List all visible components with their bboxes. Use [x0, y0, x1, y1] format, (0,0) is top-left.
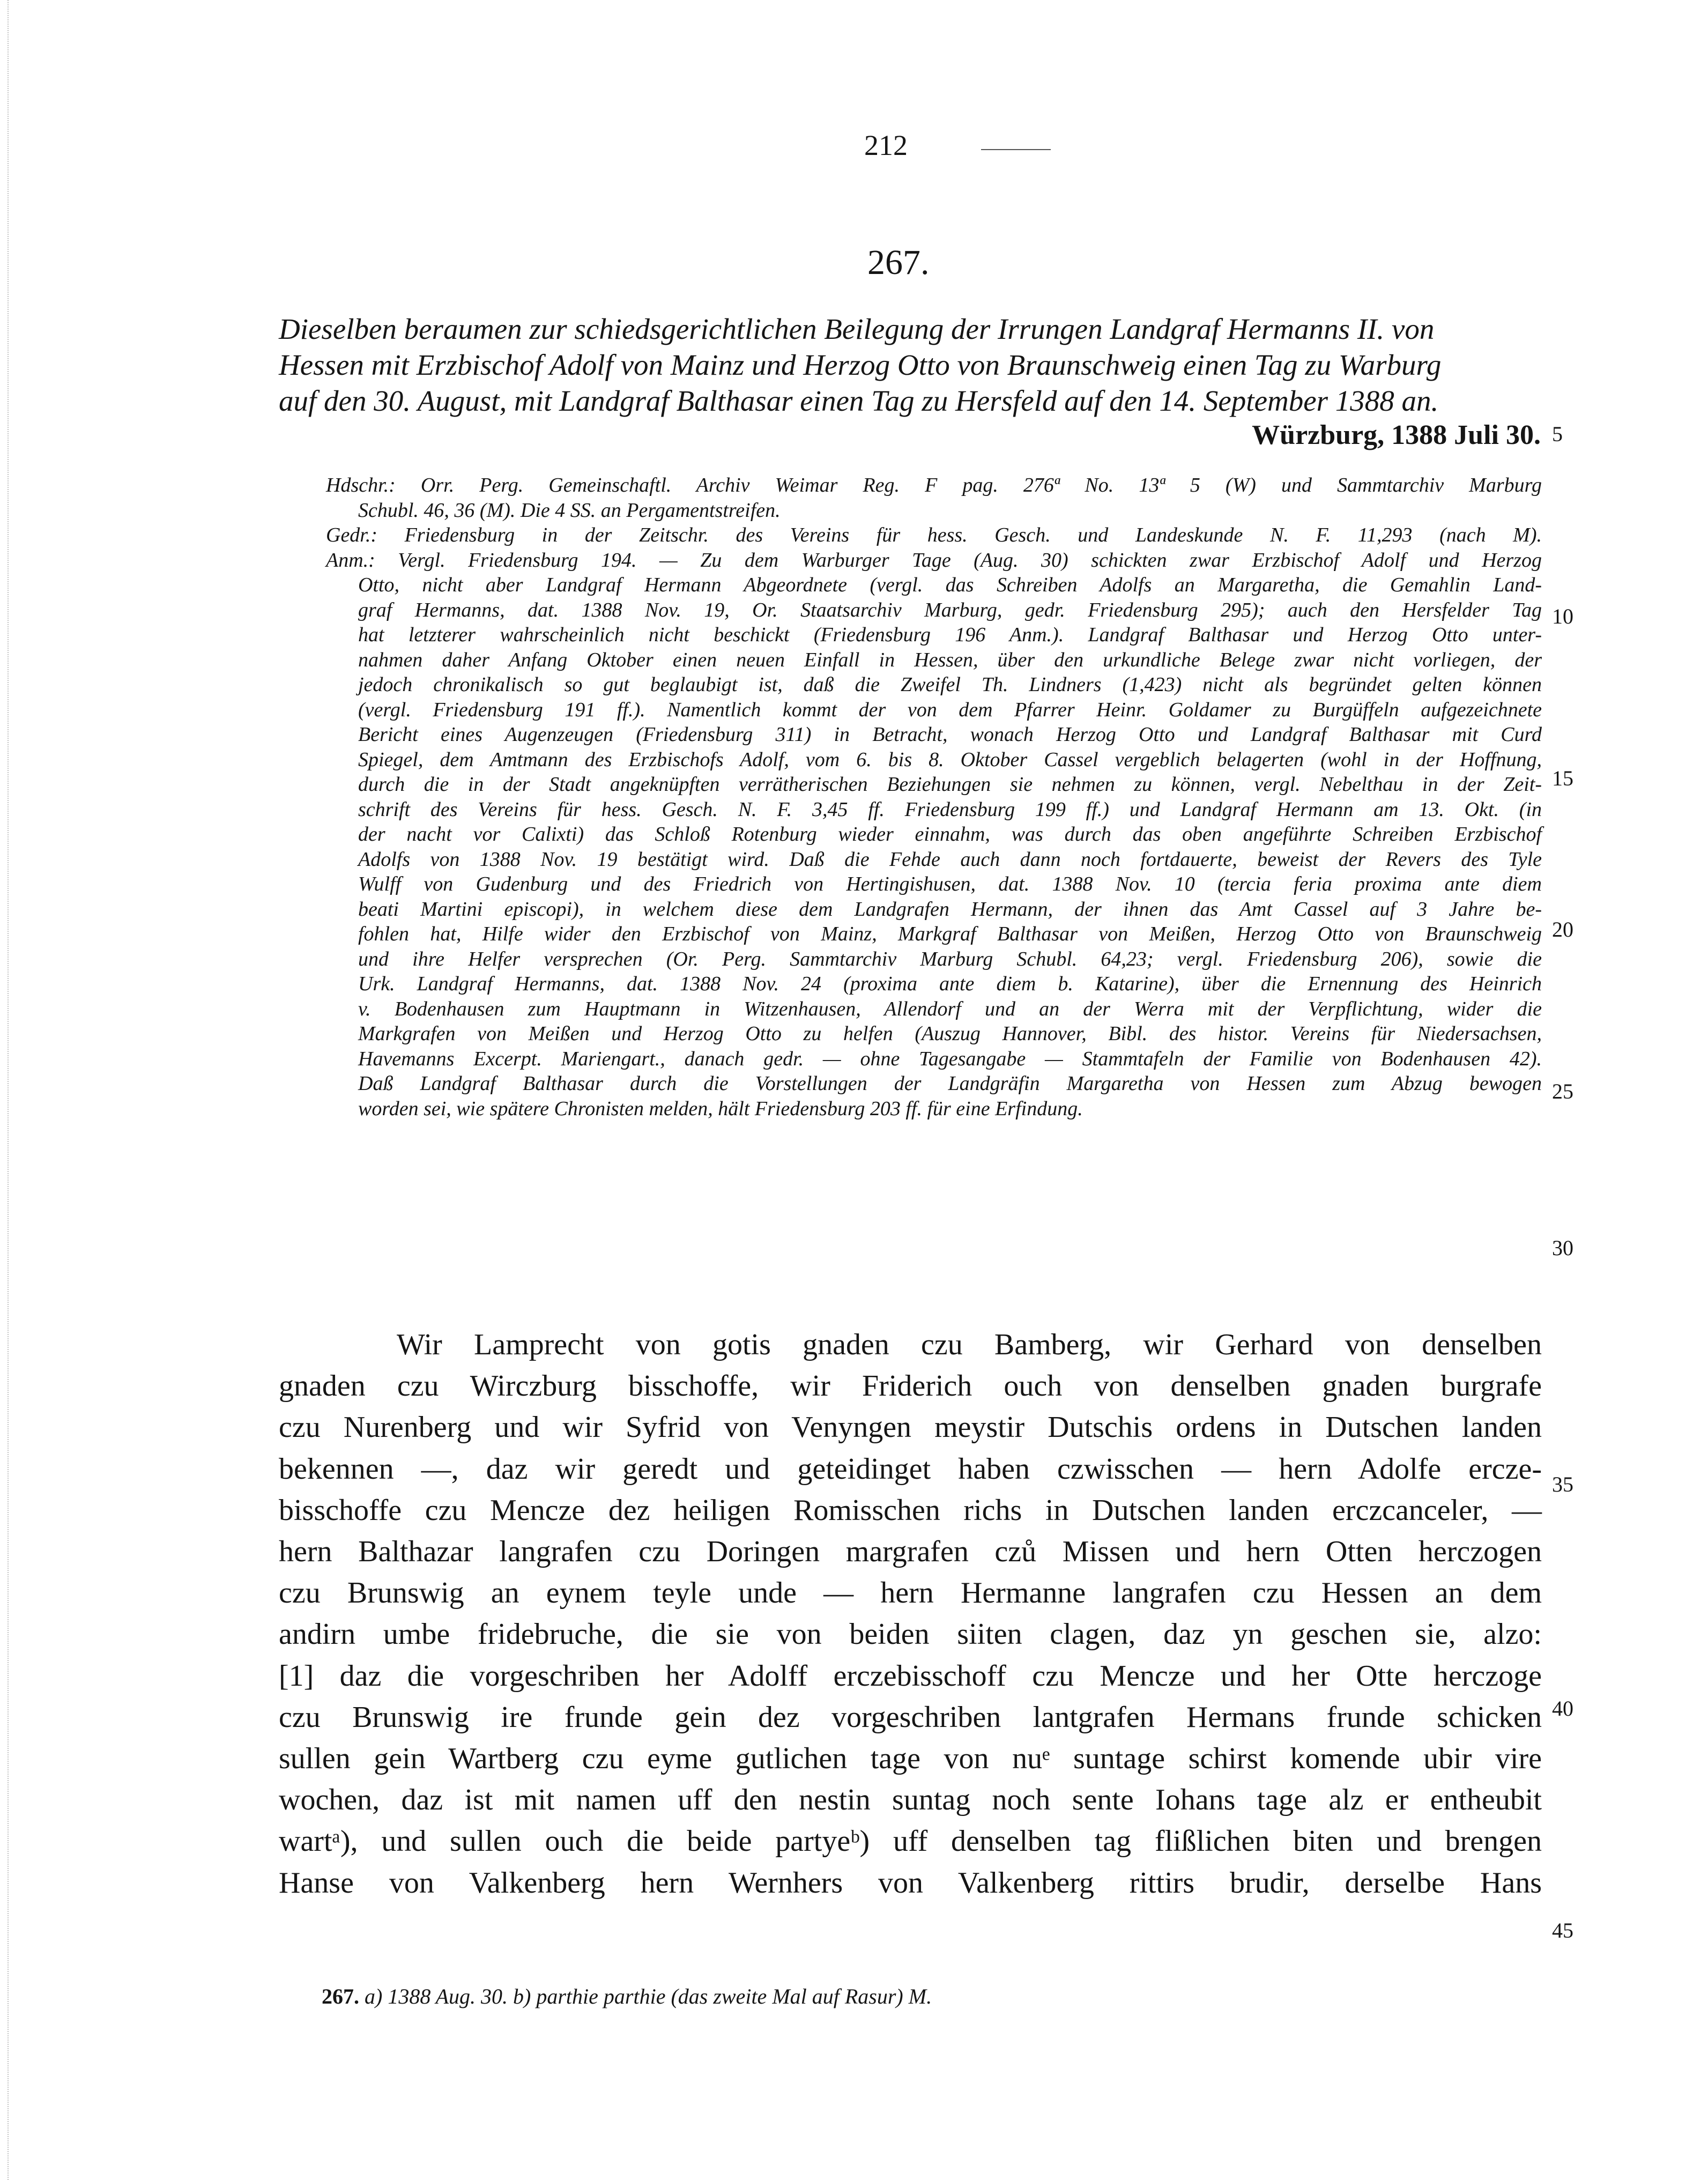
- note-line: nahmen daher Anfang Oktober einen neuen Einfall in Hessen, über den urkundliche Belege zwar nicht vorliegen, der: [358, 648, 1542, 671]
- note-line: Schubl. 46, 36 (M). Die 4 SS. an Pergamentstreifen.: [358, 499, 781, 522]
- text-line: czu Brunswig ire frunde gein dez vorgeschriben lantgrafen Hermans frunde schicken: [279, 1700, 1542, 1734]
- page-number: 212: [864, 129, 908, 161]
- note-line: worden sei, wie spätere Chronisten melden, hält Friedensburg 203 ff. für eine Erfindung.: [358, 1097, 1083, 1120]
- text-line: wochen, daz ist mit namen uff den nestin suntag noch sente Iohans tage alz er entheubit: [279, 1783, 1542, 1817]
- note-line: schrift des Vereins für hess. Gesch. N. F. 3,45 ff. Friedensburg 199 ff.) und Landgraf Hermann am 13. Okt. (in: [358, 798, 1542, 821]
- note-line: beati Martini episcopi), in welchem diese dem Landgrafen Hermann, der ihnen das Amt Cassel auf 3 Jahre be-: [358, 898, 1542, 921]
- note-line: durch die in der Stadt angeknüpften verrätherischen Beziehungen sie nehmen zu können, vergl. Nebelthau in der Zeit-: [358, 773, 1542, 796]
- regest: [279, 311, 1539, 419]
- regest-line: Dieselben beraumen zur schiedsgerichtlichen Beilegung der Irrungen Landgraf Hermanns II. von: [279, 313, 1435, 345]
- line-number: 25: [1552, 1079, 1573, 1103]
- apparatus-notes: [326, 473, 1542, 1121]
- regest-line: auf den 30. August, mit Landgraf Balthasar einen Tag zu Hersfeld auf den 14. September 1388 an.: [279, 384, 1439, 417]
- line-number: 20: [1552, 917, 1573, 941]
- text-line: Hanse von Valkenberg hern Wernhers von Valkenberg rittirs brudir, derselbe Hans: [279, 1866, 1542, 1900]
- note-line: graf Hermanns, dat. 1388 Nov. 19, Or. Staatsarchiv Marburg, gedr. Friedensburg 295); auch den Hersfelder Tag: [358, 598, 1542, 621]
- note-line: (vergl. Friedensburg 191 ff.). Namentlich kommt der von dem Pfarrer Heinr. Goldamer zu Burgüffeln aufgezeichnete: [358, 698, 1542, 721]
- note-line: hat letzterer wahrscheinlich nicht beschickt (Friedensburg 196 Anm.). Landgraf Balthasar und Herzog Otto unter-: [358, 624, 1542, 646]
- dating-line: Würzburg, 1388 Juli 30.: [1252, 420, 1541, 450]
- note-line: Wulff von Gudenburg und des Friedrich von Hertingishusen, dat. 1388 Nov. 10 (tercia feria proxima ante diem: [358, 873, 1542, 895]
- note-line: fohlen hat, Hilfe wider den Erzbischof von Mainz, Markgraf Balthasar von Meißen, Herzog Otto von Braunschweig: [358, 923, 1542, 945]
- text-line: czu Brunswig an eynem teyle unde — hern Hermanne langrafen czu Hessen an dem: [279, 1576, 1542, 1610]
- line-number: 30: [1552, 1236, 1573, 1260]
- footnote-number: 267.: [322, 1984, 359, 2008]
- note-line: jedoch chronikalisch so gut beglaubigt ist, daß die Zweifel Th. Lindners (1,423) nicht als begründet gelten können: [358, 673, 1542, 696]
- note-line: Havemanns Excerpt. Mariengart., danach gedr. — ohne Tagesangabe — Stammtafeln der Familie von Bodenhausen 42).: [358, 1047, 1542, 1070]
- text-line: czu Nurenberg und wir Syfrid von Venyngen meystir Dutschis ordens in Dutschen landen: [279, 1411, 1542, 1444]
- text-line: sullen gein Wartberg czu eyme gutlichen tage von nuᵉ suntage schirst komende ubir vire: [279, 1742, 1542, 1776]
- line-number: 35: [1552, 1472, 1573, 1496]
- text-line: [1] daz die vorgeschriben her Adolff erczebisschoff czu Mencze und her Otte herczoge: [279, 1659, 1542, 1693]
- note-line: Markgrafen von Meißen und Herzog Otto zu helfen (Auszug Hannover, Bibl. des histor. Vereins für Niedersachsen,: [358, 1022, 1542, 1045]
- note-line: Gedr.: Friedensburg in der Zeitschr. des Vereins für hess. Gesch. und Landeskunde N. F. 11,293 (nach M).: [326, 524, 1542, 546]
- note-line: Otto, nicht aber Landgraf Hermann Abgeordnete (vergl. das Schreiben Adolfs an Margaretha, die Gemahlin Land-: [358, 574, 1542, 596]
- regest-line: Hessen mit Erzbischof Adolf von Mainz und Herzog Otto von Braunschweig einen Tag zu Warburg: [279, 348, 1442, 381]
- note-line: Adolfs von 1388 Nov. 19 bestätigt wird. Daß die Fehde auch dann noch fortdauerte, beweist der Revers des Tyle: [358, 848, 1542, 871]
- note-line: Anm.: Vergl. Friedensburg 194. — Zu dem Warburger Tage (Aug. 30) schickten zwar Erzbischof Adolf und Herzog: [326, 548, 1542, 572]
- text-line: wartᵃ), und sullen ouch die beide partyeᵇ) uff denselben tag flißlichen biten und brengen: [279, 1825, 1542, 1858]
- text-line: bisschoffe czu Mencze dez heiligen Romisschen richs in Dutschen landen erczcanceler, —: [279, 1493, 1542, 1527]
- line-number: 40: [1552, 1696, 1573, 1721]
- note-line: Bericht eines Augenzeugen (Friedensburg 311) in Betracht, wonach Herzog Otto und Landgraf Balthasar mit Curd: [358, 723, 1542, 746]
- line-number: 10: [1552, 604, 1573, 628]
- footnote: [322, 1984, 932, 2009]
- line-number: 15: [1552, 766, 1573, 790]
- note-line: Daß Landgraf Balthasar durch die Vorstellungen der Landgräfin Margaretha von Hessen zum Abzug bewogen: [358, 1072, 1542, 1095]
- text-line: gnaden czu Wirczburg bisschoffe, wir Friderich ouch von denselben gnaden burgrafe: [279, 1369, 1542, 1403]
- header-rule: [981, 149, 1051, 150]
- text-line: hern Balthazar langrafen czu Doringen margrafen czů Missen und hern Otten herczogen: [279, 1535, 1542, 1569]
- note-line: Hdschr.: Orr. Perg. Gemeinschaftl. Archiv Weimar Reg. F pag. 276ª No. 13ª 5 (W) und Sammtarchiv Marburg: [326, 474, 1542, 496]
- document-number: 267.: [867, 243, 930, 282]
- footnote-text: a) 1388 Aug. 30. b) parthie parthie (das zweite Mal auf Rasur) M.: [365, 1984, 932, 2008]
- text-line: andirn umbe fridebruche, die sie von beiden siiten clagen, daz yn geschen sie, alzo:: [279, 1618, 1542, 1651]
- note-line: Urk. Landgraf Hermanns, dat. 1388 Nov. 24 (proxima ante diem b. Katarine), über die Ernennung des Heinrich: [358, 973, 1542, 995]
- line-number: 45: [1552, 1918, 1573, 1942]
- text-line: Wir Lamprecht von gotis gnaden czu Bamberg, wir Gerhard von denselben: [397, 1328, 1542, 1361]
- note-line: v. Bodenhausen zum Hauptmann in Witzenhausen, Allendorf und an der Werra mit der Verpflichtung, wider die: [358, 997, 1542, 1020]
- note-line: der nacht vor Calixti) das Schloß Rotenburg wieder einnahm, was durch das oben angeführte Schreiben Erzbischof: [358, 823, 1542, 846]
- note-line: und ihre Helfer versprechen (Or. Perg. Sammtarchiv Marburg Schubl. 64,23; vergl. Friedensburg 206), sowie die: [358, 947, 1542, 970]
- charter-text: [279, 1324, 1542, 1904]
- line-number: 5: [1552, 422, 1563, 446]
- note-line: Spiegel, dem Amtmann des Erzbischofs Adolf, vom 6. bis 8. Oktober Cassel vergeblich belagerten (wohl in der Hoffnung,: [358, 748, 1542, 771]
- scan-edge: [0, 0, 9, 2180]
- text-line: bekennen —, daz wir geredt und geteidinget haben czwisschen — hern Adolfe ercze-: [279, 1452, 1542, 1486]
